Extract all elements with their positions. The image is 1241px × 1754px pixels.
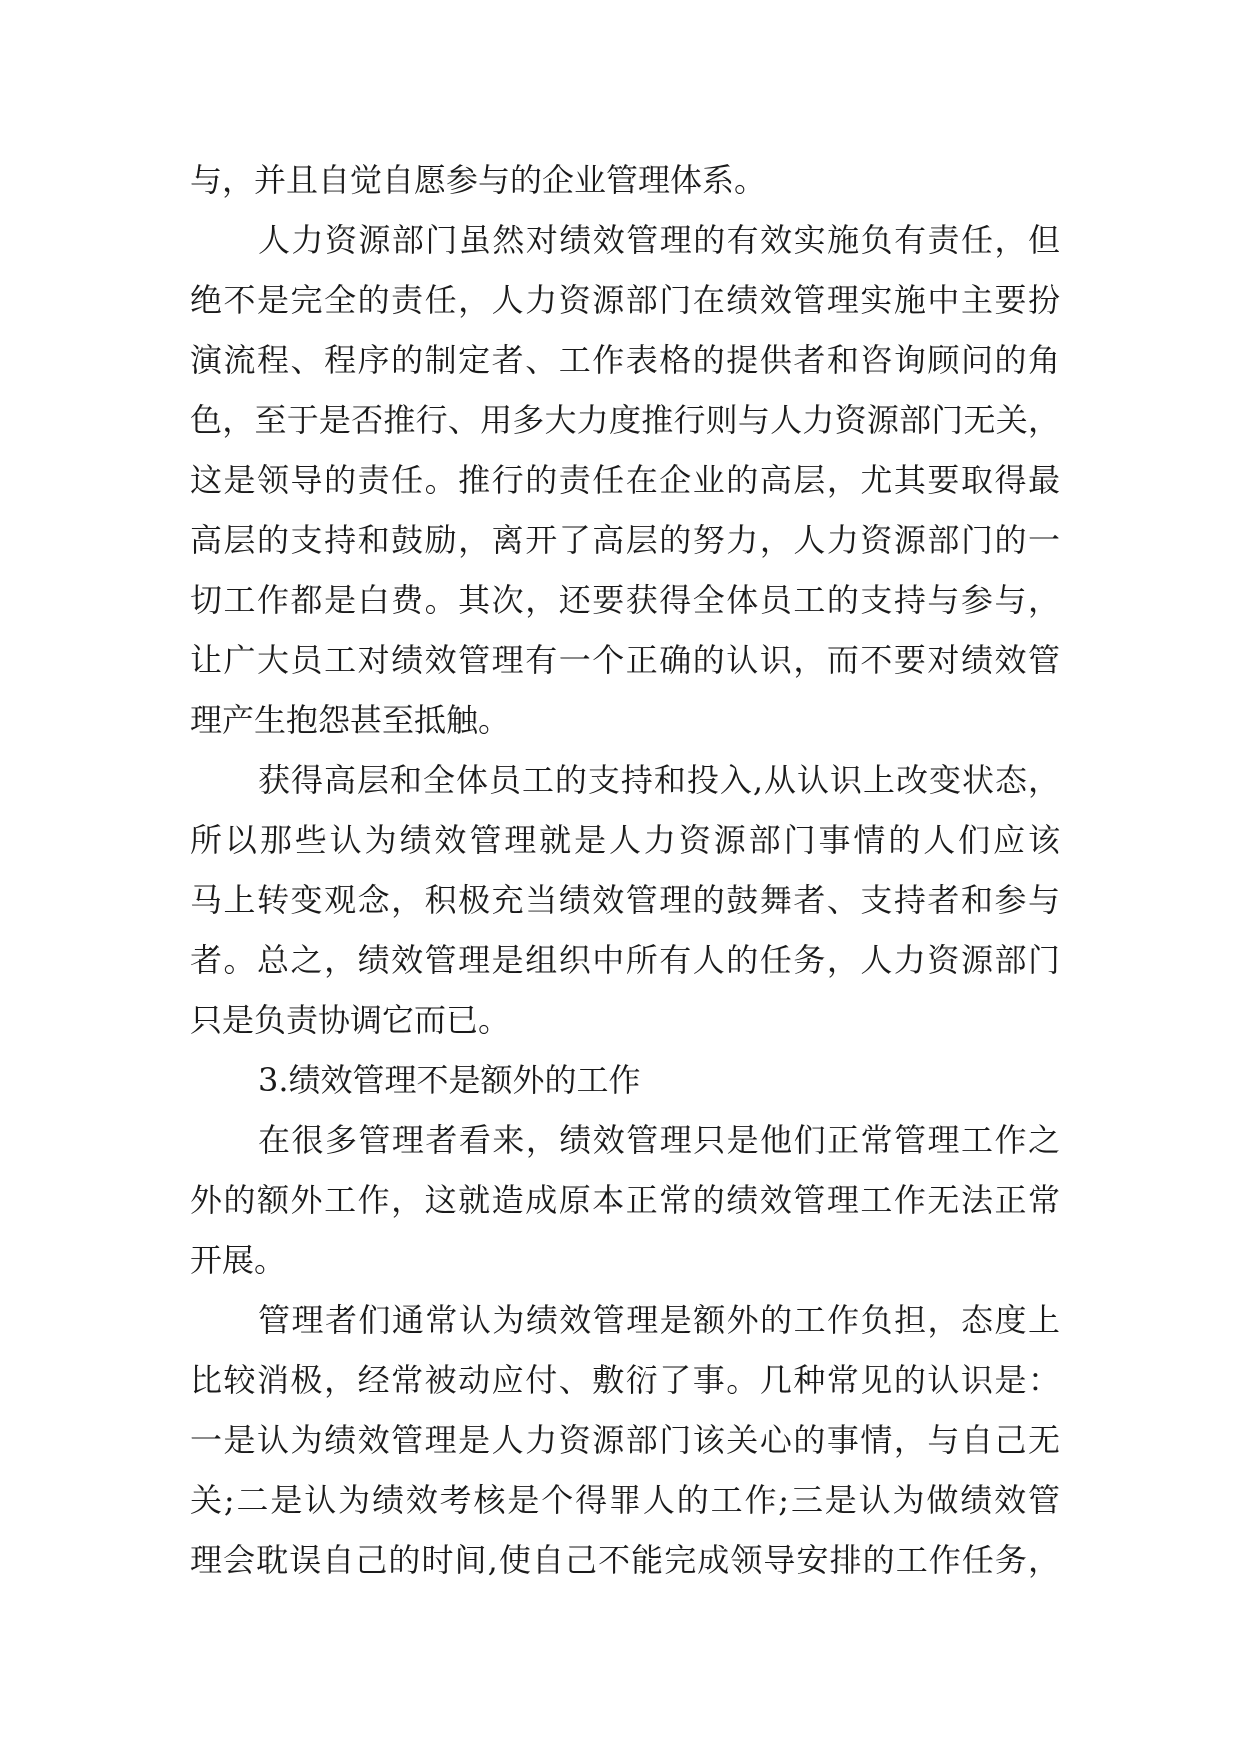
text-line: 所以那些认为绩效管理就是人力资源部门事情的人们应该 [190, 821, 1060, 859]
text-line: 色，至于是否推行、用多大力度推行则与人力资源部门无关， [190, 401, 1060, 439]
text-line: 高层的支持和鼓励，离开了高层的努力，人力资源部门的一 [190, 521, 1060, 559]
text-line: 让广大员工对绩效管理有一个正确的认识，而不要对绩效管 [190, 641, 1060, 679]
text-line: 马上转变观念，积极充当绩效管理的鼓舞者、支持者和参与 [190, 881, 1060, 919]
body-text [190, 150, 1060, 1590]
text-line: 切工作都是白费。其次，还要获得全体员工的支持与参与， [190, 581, 1060, 619]
text-line: 这是领导的责任。推行的责任在企业的高层，尤其要取得最 [190, 461, 1060, 499]
text-line: 只是负责协调它而已。 [190, 1001, 511, 1039]
text-line: 在很多管理者看来，绩效管理只是他们正常管理工作之 [258, 1121, 1060, 1159]
text-line: 理产生抱怨甚至抵触。 [190, 701, 511, 739]
text-line: 人力资源部门虽然对绩效管理的有效实施负有责任，但 [258, 221, 1060, 259]
text-line: 开展。 [190, 1241, 287, 1279]
text-line: 与，并且自觉自愿参与的企业管理体系。 [190, 161, 767, 199]
section-heading: 3.绩效管理不是额外的工作 [258, 1061, 641, 1099]
text-line: 理会耽误自己的时间,使自己不能完成领导安排的工作任务， [190, 1541, 1060, 1579]
text-line: 外的额外工作，这就造成原本正常的绩效管理工作无法正常 [190, 1181, 1060, 1219]
text-line: 获得高层和全体员工的支持和投入,从认识上改变状态， [258, 761, 1060, 799]
text-line: 比较消极，经常被动应付、敷衍了事。几种常见的认识是： [190, 1361, 1060, 1399]
text-line: 演流程、程序的制定者、工作表格的提供者和咨询顾问的角 [190, 341, 1060, 379]
text-line: 一是认为绩效管理是人力资源部门该关心的事情，与自己无 [190, 1421, 1060, 1459]
text-line: 绝不是完全的责任，人力资源部门在绩效管理实施中主要扮 [190, 281, 1060, 319]
text-line: 者。总之，绩效管理是组织中所有人的任务，人力资源部门 [190, 941, 1060, 979]
text-line: 管理者们通常认为绩效管理是额外的工作负担，态度上 [258, 1301, 1060, 1339]
text-line: 关;二是认为绩效考核是个得罪人的工作;三是认为做绩效管 [190, 1481, 1060, 1519]
